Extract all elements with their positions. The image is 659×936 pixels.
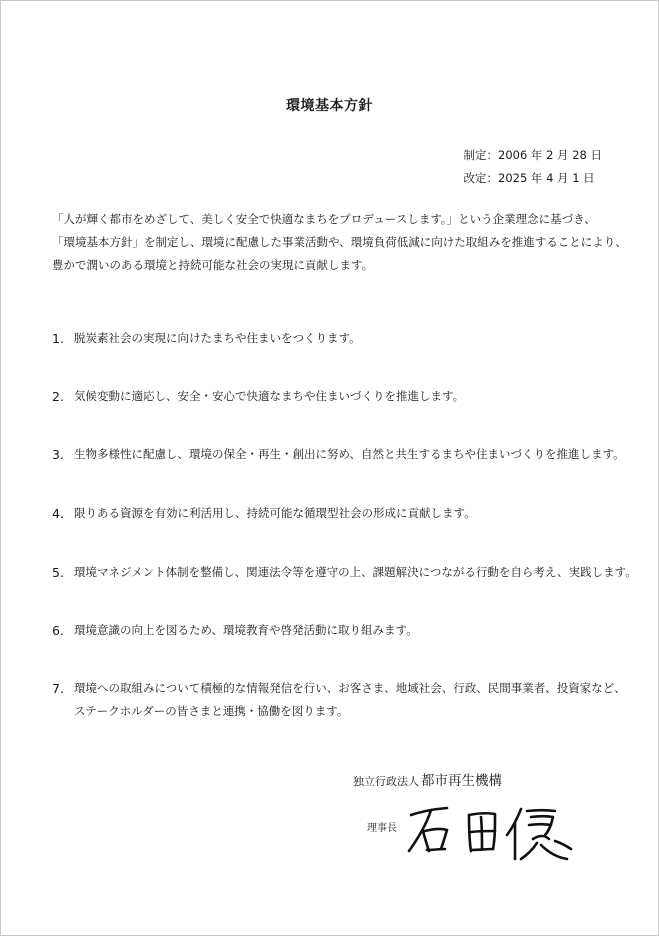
policy-item-5: [52, 561, 637, 584]
intro-line: 「環境基本方針」を制定し、環境に配慮した事業活動や、環境負荷低減に向けた取組みを推進することにより、: [52, 235, 627, 249]
policy-text: 限りある資源を有効に利活用し、持続可能な循環型社会の形成に貢献します。: [74, 506, 476, 520]
policy-text: 脱炭素社会の実現に向けたまちや住まいをつくります。: [74, 331, 361, 345]
policy-number: 5.: [52, 565, 64, 580]
policy-number: 6.: [52, 623, 64, 638]
intro-line: 豊かで潤いのある環境と持続可能な社会の実現に貢献します。: [52, 258, 374, 272]
revised-date: 改定：2025 年 4 月 1 日: [463, 171, 595, 185]
policy-number: 4.: [52, 506, 64, 521]
policy-item-6: [52, 619, 622, 642]
established-date: 制定：2006 年 2 月 28 日: [463, 148, 602, 162]
policy-number: 7.: [52, 681, 64, 696]
policy-item-7: [52, 677, 626, 723]
policy-text: 環境への取組みについて積極的な情報発信を行い、お客さま、地域社会、行政、民間事業者、投資家など、: [74, 681, 626, 695]
signatory-role: 理事長: [367, 823, 397, 834]
policy-text: 生物多様性に配慮し、環境の保全・再生・創出に努め、自然と共生するまちや住まいづくりを推進します。: [74, 447, 625, 461]
document-title: 環境基本方針: [286, 98, 373, 114]
policy-item-2: [52, 385, 622, 408]
intro-paragraph: [52, 208, 627, 277]
org-prefix: 独立行政法人: [353, 775, 419, 788]
org-name: 都市再生機構: [421, 773, 502, 789]
policy-text: ステークホルダーの皆さまと連携・協働を図ります。: [74, 704, 349, 718]
policy-text: 環境意識の向上を図るため、環境教育や啓発活動に取り組みます。: [74, 623, 418, 637]
policy-number: 3.: [52, 447, 64, 462]
organization-name: [353, 769, 502, 789]
date-block: [464, 144, 603, 190]
intro-line: 「人が輝く都市をめざして、美しく安全で快適なまちをプロデュースします。」という企業理念に基づき、: [52, 212, 596, 226]
policy-text: 気候変動に適応し、安全・安心で快適なまちや住まいづくりを推進します。: [74, 389, 465, 403]
policy-number: 1.: [52, 331, 64, 346]
handwritten-signature: [405, 801, 580, 863]
policy-text: 環境マネジメント体制を整備し、関連法令等を遵守の上、課題解決につながる行動を自ら考え、実践します。: [74, 565, 637, 579]
policy-item-4: [52, 502, 622, 525]
policy-item-3: [52, 443, 625, 466]
policy-number: 2.: [52, 389, 64, 404]
policy-item-1: [52, 327, 622, 350]
